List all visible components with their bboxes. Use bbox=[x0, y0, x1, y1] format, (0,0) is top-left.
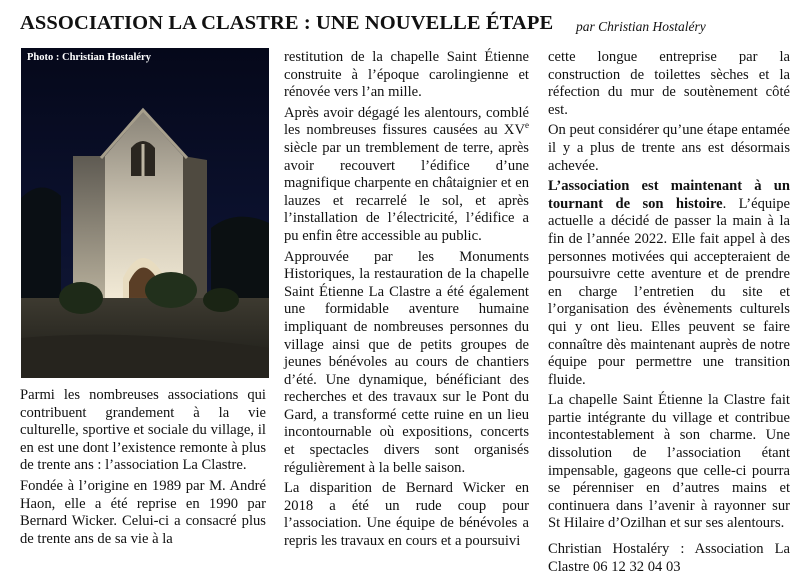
paragraph: Approuvée par les Monuments Historiques, la restauration de la chapelle Saint Étienne La Clastre a été également une formidable aventure humaine impliquant de nombreuses personnes du village ainsi que de petits groupes de jeunes bénévoles au cours de chantiers d’été. Une dynamique, bénéficiant des recherches et des travaux sur le Pont du Gard, a transformé cette ruine en un lieu incontournable où expositions, concerts et spectacles divers sont organisés régulièrement à la belle saison. bbox=[284, 248, 529, 476]
superscript: e bbox=[525, 120, 529, 131]
column-2 bbox=[284, 49, 529, 554]
paragraph: La chapelle Saint Étienne la Clastre fait partie intégrante du village et contribue incontestablement à son charme. Une dissolution de l’association étant impensable, gageons que celle-ci pourra se pérenniser en d’autres mains et continuera dans l’avenir à rayonner sur St Hilaire d’Ozilhan et sur ses alentours. bbox=[548, 392, 790, 532]
author-byline: par Christian Hostaléry bbox=[576, 19, 706, 34]
paragraph: cette longue entreprise par la construction de toilettes sèches et la réfection du mur de soutènement côté est. bbox=[548, 49, 790, 118]
paragraph: On peut considérer qu’une étape entamée il y a plus de trente ans est désormais achevée. bbox=[548, 122, 790, 174]
chapel-photo bbox=[21, 48, 269, 378]
column-3 bbox=[548, 49, 790, 579]
paragraph bbox=[284, 105, 529, 246]
signature-contact: Christian Hostaléry : Association La Clastre 06 12 32 04 03 bbox=[548, 541, 790, 575]
paragraph: La disparition de Bernard Wicker en 2018 a été un rude coup pour l’association. Une équipe de bénévoles a repris les travaux en cours et a poursuivi bbox=[284, 480, 529, 550]
text-run: Après avoir dégagé les alentours, comblé les nombreuses fissures causées au XV bbox=[284, 104, 529, 139]
text-run: . L’équipe actuelle a décidé de passer la main à la fin de l’année 2022. Elle fait appel à des personnes motivées qui accepteraient de poursuivre cette aventure et de prendre en charge l’entretien du site et l’organisation des évènements culturels qui y ont lieu. Elles peuvent se faire connaître dès maintenant auprès de notre équipe pour permettre une transition fluide. bbox=[548, 195, 790, 388]
article-title: ASSOCIATION LA CLASTRE : UNE NOUVELLE ÉTAPE bbox=[20, 12, 554, 34]
chapel-night-illustration bbox=[21, 48, 269, 378]
text-run: siècle par un tremblement de terre, après avoir recouvert l’édifice d’une magnifique charpente en châtaignier et en lauzes et recarrelé le sol, et après l’installation de l’électricité, l’édifice a pu enfin être accessible au public. bbox=[284, 139, 529, 244]
paragraph: Parmi les nombreuses associations qui contribuent grandement à la vie culturelle, sportive et sociale du village, il en est une dont l’existence remonte à plus de trente ans : l’association La Clastre. bbox=[20, 387, 266, 474]
paragraph: restitution de la chapelle Saint Étienne construite à l’époque carolingienne et rénovée vers l’an mille. bbox=[284, 49, 529, 101]
bold-statement: L’association est maintenant à un tournant de son histoire bbox=[548, 178, 790, 212]
photo-caption: Photo : Christian Hostaléry bbox=[27, 52, 151, 63]
paragraph: Fondée à l’origine en 1989 par M. André Haon, elle a été reprise en 1990 par Bernard Wicker. Celui-ci a consacré plus de trente ans de sa vie à la bbox=[20, 477, 266, 547]
paragraph bbox=[548, 178, 790, 389]
column-1 bbox=[20, 387, 266, 551]
